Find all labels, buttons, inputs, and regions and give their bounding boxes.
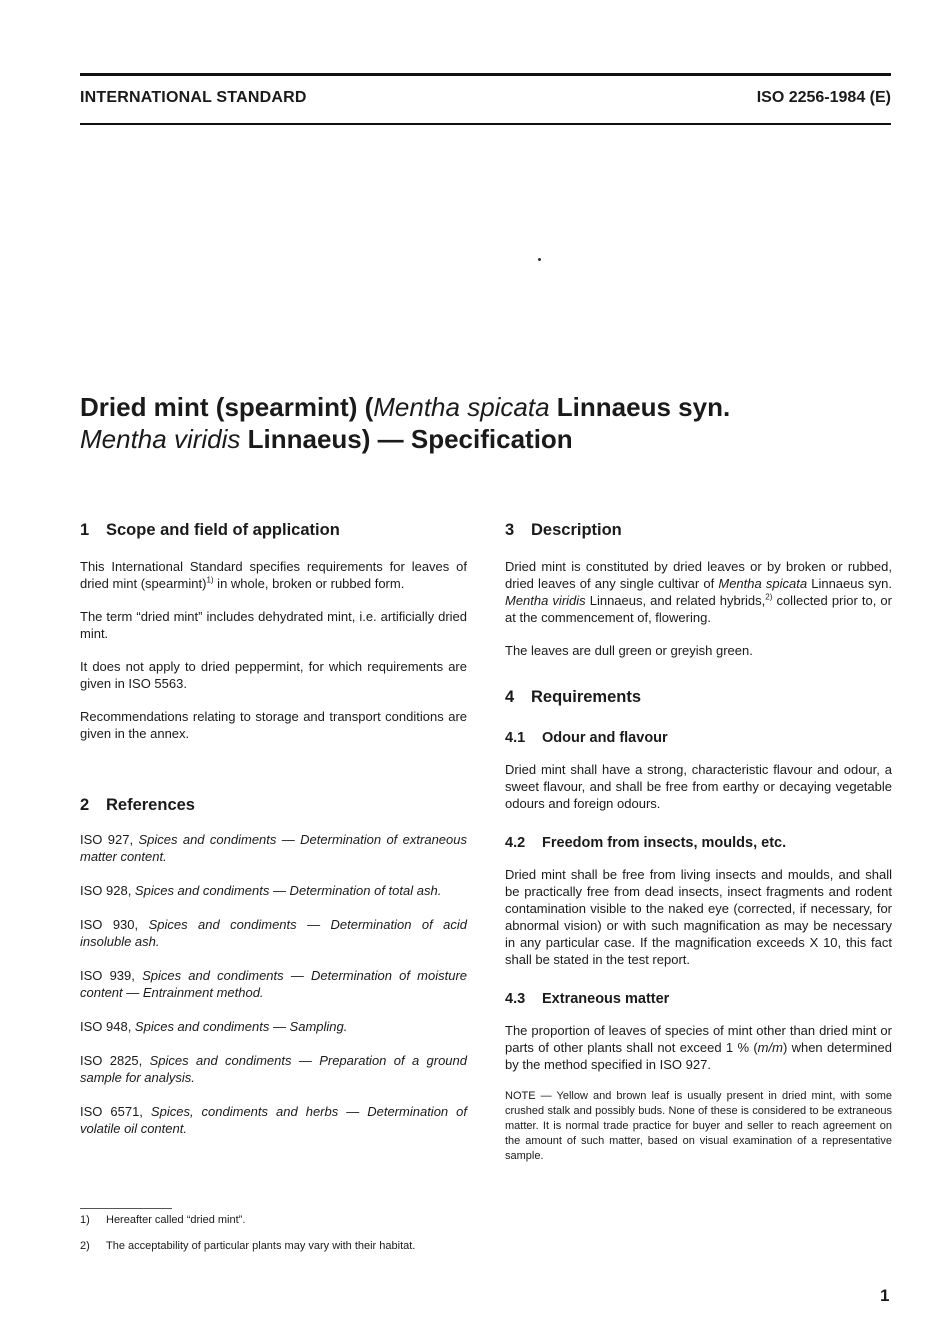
top-rule xyxy=(80,73,891,76)
references-list xyxy=(80,831,467,1137)
reference-code: ISO 2825, xyxy=(80,1053,150,1068)
right-column xyxy=(505,521,892,1164)
reference-item xyxy=(80,1103,467,1137)
scope-paragraph-4: Recommendations relating to storage and transport conditions are given in the annex. xyxy=(80,709,467,741)
left-column xyxy=(80,521,467,1137)
description-paragraph-2: The leaves are dull green or greyish green. xyxy=(505,643,753,658)
reference-title: Spices and condiments — Determination of total ash. xyxy=(134,883,442,898)
section-4-heading: 4 Requirements xyxy=(505,688,642,706)
scope-paragraph-2: The term “dried mint” includes dehydrated mint, i.e. artificially dried mint. xyxy=(80,609,467,641)
section-3-heading: 3 Description xyxy=(505,521,622,539)
reference-code: ISO 927, xyxy=(80,832,139,847)
scope-paragraph-3: It does not apply to dried peppermint, for which requirements are given in ISO 5563. xyxy=(80,659,467,691)
reference-code: ISO 6571, xyxy=(80,1104,151,1119)
reference-title: Spices and condiments — Determination of extraneous matter content. xyxy=(80,832,467,864)
reference-item xyxy=(80,967,467,1001)
reference-item xyxy=(80,916,467,950)
scope-paragraph-1: This International Standard specifies requirements for leaves of dried mint (spearmint)$^{1)}$ in whole, broken or rubbed form. xyxy=(80,559,467,591)
document-code: ISO 2256-1984 (E) xyxy=(756,89,891,106)
reference-item xyxy=(80,1018,467,1035)
speck-mark xyxy=(538,258,541,261)
description-paragraph-1: Dried mint is constituted by dried leaves or by broken or rubbed, dried leaves of any single cultivar of Mentha spicata Linnaeus syn. Mentha viridis Linnaeus, and related hybrids,$^{2)}$ collected prior to, or at the commencement of, flowering. xyxy=(505,559,892,625)
footnote-rule xyxy=(80,1208,172,1209)
reference-code: ISO 930, xyxy=(80,917,149,932)
footnote-1: 1) Hereafter called “dried mint”. xyxy=(80,1214,246,1226)
section-2-heading: 2 References xyxy=(80,796,195,814)
footnote-2: 2) The acceptability of particular plants may vary with their habitat. xyxy=(80,1240,416,1252)
reference-code: ISO 948, xyxy=(80,1019,135,1034)
header-rule xyxy=(80,123,891,125)
section-4-1-heading: 4.1 Odour and flavour xyxy=(505,730,668,746)
reference-item xyxy=(80,882,467,899)
reference-code: ISO 939, xyxy=(80,968,143,983)
page-number: 1 xyxy=(880,1286,890,1305)
reference-title: Spices and condiments — Preparation of a ground sample for analysis. xyxy=(80,1053,467,1085)
reference-item xyxy=(80,1052,467,1086)
section-1-heading: 1 Scope and field of application xyxy=(80,521,340,539)
section-4-2-heading: 4.2 Freedom from insects, moulds, etc. xyxy=(505,835,787,851)
reference-code: ISO 928, xyxy=(80,883,135,898)
reference-item xyxy=(80,831,467,865)
odour-flavour-paragraph: Dried mint shall have a strong, characteristic flavour and odour, a sweet flavour, and shall be free from earthy or decaying vegetable odours and foreign odours. xyxy=(505,762,892,811)
section-4-3-heading: 4.3 Extraneous matter xyxy=(505,991,670,1007)
extraneous-matter-note: NOTE — Yellow and brown leaf is usually present in dried mint, with some crushed stalk and possibly buds. None of these is considered to be extraneous matter. It is normal trade practice for buyer and seller to reach agreement on the amount of such matter, based on visual examination of a representative sample. xyxy=(505,1090,892,1162)
document-type: INTERNATIONAL STANDARD xyxy=(80,89,307,106)
reference-title: Spices and condiments — Determination of acid insoluble ash. xyxy=(80,917,467,949)
insects-moulds-paragraph: Dried mint shall be free from living insects and moulds, and shall be practically free from dead insects, insect fragments and rodent contamination visible to the naked eye (corrected, if necessary, for abnormal vision) or with such magnification as may be necessary in any particular case. If the magnification exceeds X 10, this fact shall be stated in the test report. xyxy=(505,867,892,967)
document-title: Dried mint (spearmint) (Mentha spicata Linnaeus syn. Mentha viridis Linnaeus) — Specification xyxy=(80,392,731,454)
extraneous-matter-paragraph: The proportion of leaves of species of mint other than dried mint or parts of other plants shall not exceed 1 % (m/m) when determined by the method specified in ISO 927. xyxy=(505,1023,892,1072)
reference-title: Spices and condiments — Sampling. xyxy=(134,1019,348,1034)
reference-title: Spices and condiments — Determination of moisture content — Entrainment method. xyxy=(80,968,467,1000)
reference-title: Spices, condiments and herbs — Determination of volatile oil content. xyxy=(80,1104,467,1136)
